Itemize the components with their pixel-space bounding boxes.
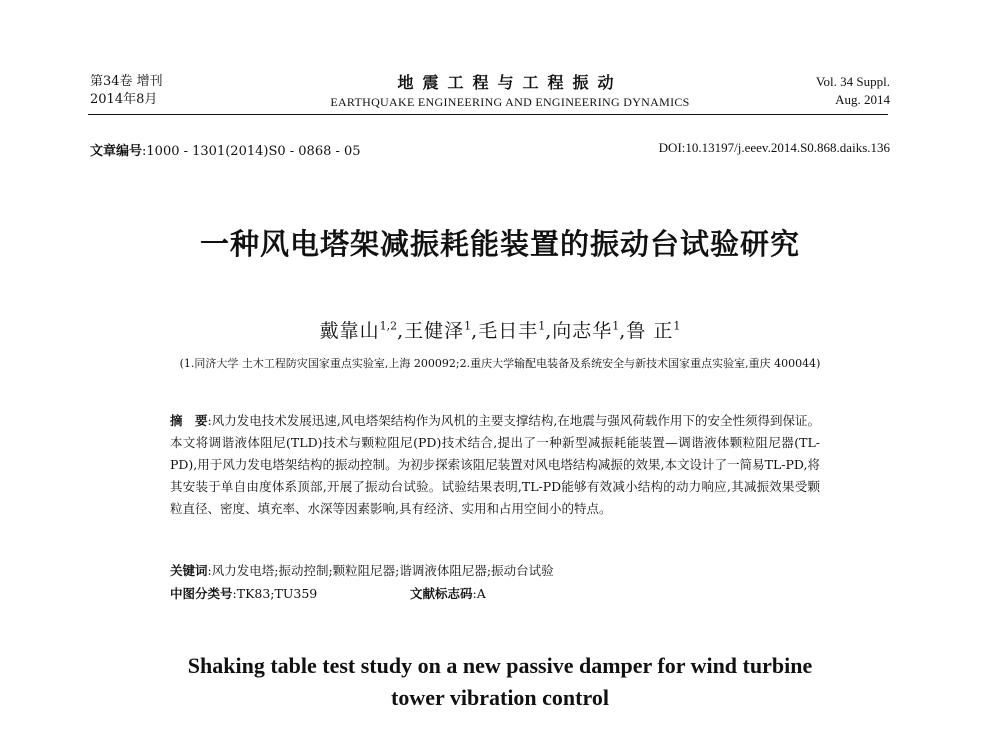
- title-en: [0, 650, 1000, 714]
- clc-value: :TK83;TU359: [232, 586, 318, 601]
- date-cn: 2014年8月: [90, 92, 158, 107]
- journal-volume-cn: [90, 73, 163, 109]
- author: 毛日丰$^1$: [478, 319, 546, 342]
- doi: DOI:10.13197/j.eeev.2014.S0.868.daiks.136: [658, 140, 890, 155]
- doc-code-label: 文献标志码: [410, 586, 473, 601]
- classification: [170, 583, 820, 605]
- article-number-value: :1000 - 1301(2014)S0 - 0868 - 05: [142, 144, 361, 159]
- journal-volume-en: [816, 73, 890, 109]
- journal-name: [250, 73, 770, 111]
- abstract-label: 摘 要: [170, 413, 208, 428]
- keywords-text: :风力发电塔;振动控制;颗粒阻尼器;谐调液体阻尼器;振动台试验: [207, 563, 554, 578]
- clc-label: 中图分类号: [170, 586, 233, 601]
- title-cn: 一种风电塔架减振耗能装置的振动台试验研究: [199, 227, 800, 261]
- article-number: [90, 140, 361, 159]
- keywords-label: 关键词: [170, 563, 208, 578]
- doc-code-value: :A: [472, 586, 486, 601]
- author: 鲁 正$^1$: [626, 319, 681, 342]
- date-en: Aug. 2014: [835, 92, 890, 107]
- document-code: [410, 583, 486, 605]
- abstract-text: :风力发电技术发展迅速,风电塔架结构作为风机的主要支撑结构,在地震与强风荷载作用下的安全性须得到保证。本文将调谐液体阻尼(TLD)技术与颗粒阻尼(PD)技术结合,提出了一种新型减振耗能装置—调谐液体颗粒阻尼器(TL-PD),用于风力发电塔架结构的振动控制。为初步探索该阻尼装置对风电塔结构减振的效果,本文设计了一简易TL-PD,将其安装于单自由度体系顶部,开展了振动台试验。试验结果表明,TL-PD能够有效减小结构的动力响应,其减振效果受颗粒直径、密度、填充率、水深等因素影响,具有经济、实用和占用空间小的特点。: [170, 413, 820, 516]
- abstract: [170, 410, 820, 520]
- keywords: [170, 560, 820, 582]
- author: 向志华$^1$: [552, 319, 620, 342]
- affiliations: (1.同济大学 土木工程防灾国家重点实验室,上海 200092;2.重庆大学输配电装备及系统安全与新技术国家重点实验室,重庆 400044): [179, 357, 821, 370]
- authors: 戴靠山$^{1,2}$,王健泽$^1$,毛日丰$^1$,向志华$^1$,鲁 正$^1$: [319, 319, 681, 342]
- volume-en: Vol. 34 Suppl.: [815, 74, 890, 89]
- author: 戴靠山$^{1,2}$: [319, 319, 398, 342]
- volume-cn: 第34卷 增刊: [90, 74, 163, 89]
- title-en-text: Shaking table test study on a new passive damper for wind turbine tower vibration control: [187, 653, 813, 710]
- header-rule: [88, 114, 888, 115]
- clc: [170, 586, 317, 601]
- article-number-label: 文章编号: [90, 144, 143, 159]
- author: 王健泽$^1$: [404, 319, 472, 342]
- journal-name-en: EARTHQUAKE ENGINEERING AND ENGINEERING DYNAMICS: [330, 95, 690, 109]
- journal-name-cn: 地震工程与工程振动: [397, 73, 623, 92]
